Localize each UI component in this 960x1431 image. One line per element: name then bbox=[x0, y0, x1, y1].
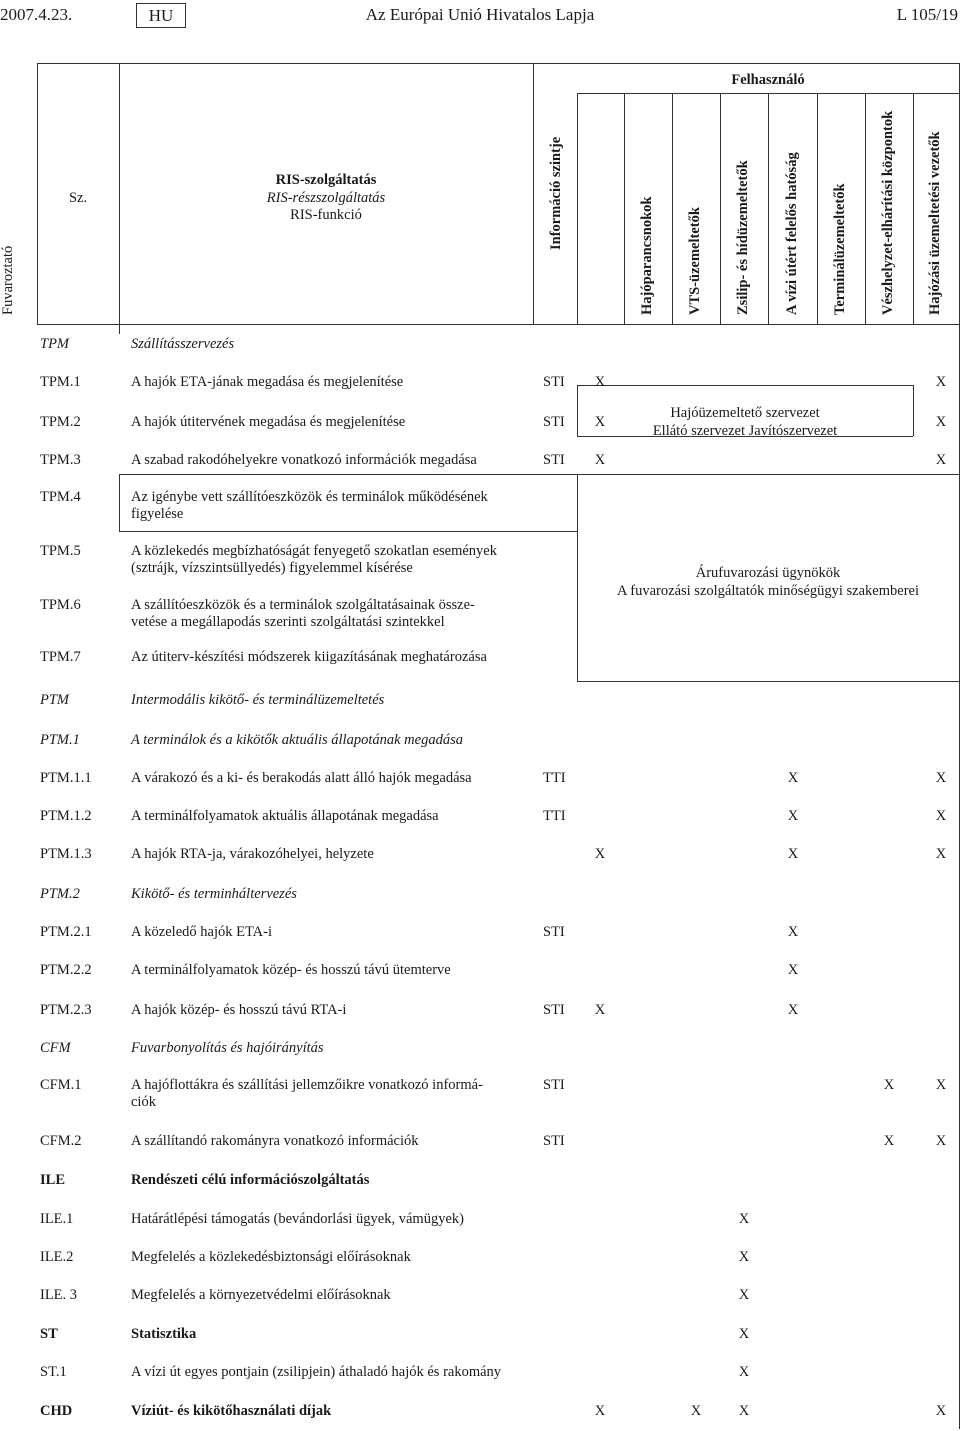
row-mark: X bbox=[935, 846, 947, 862]
span-b-line1: Árufuvarozási ügynökök bbox=[695, 565, 841, 581]
row-text: A terminálok és a kikötők aktuális állapotának megadása bbox=[131, 732, 463, 748]
row-code: TPM.2 bbox=[40, 414, 81, 430]
user-column-header: Terminálüzemeltetők bbox=[832, 183, 848, 315]
row-text: Víziút- és kikötőhasználati díjak bbox=[131, 1403, 332, 1419]
row-code: PTM.2 bbox=[40, 886, 80, 902]
info-level-header: Információ szintje bbox=[548, 136, 564, 250]
row-text: A hajók RTA-ja, várakozóhelyei, helyzete bbox=[131, 846, 374, 862]
row-info-level: STI bbox=[543, 1077, 565, 1093]
user-column-header: A vízi útért felelős hatóság bbox=[783, 152, 800, 315]
row-code: ILE. 3 bbox=[40, 1287, 78, 1303]
row-mark: X bbox=[787, 770, 799, 786]
row-code: ST.1 bbox=[40, 1364, 67, 1380]
row-text: A terminálfolyamatok aktuális állapotának megadása bbox=[131, 808, 439, 824]
row-code: PTM.2.2 bbox=[40, 962, 92, 978]
span-a-line1: Hajóüzemeltető szervezet bbox=[670, 405, 820, 421]
row-code: TPM.1 bbox=[40, 374, 81, 390]
row-mark: X bbox=[935, 1133, 947, 1149]
row-info-level: STI bbox=[543, 374, 565, 390]
users-label: Felhasználó bbox=[731, 72, 805, 88]
row-code: TPM.5 bbox=[40, 543, 81, 559]
row-mark: X bbox=[935, 1077, 947, 1093]
row-info-level: STI bbox=[543, 1133, 565, 1149]
row-text: A hajók útitervének megadása és megjelenítése bbox=[131, 414, 406, 430]
page-header bbox=[0, 0, 960, 30]
service-title: RIS-szolgáltatás bbox=[275, 172, 377, 188]
row-mark: X bbox=[883, 1077, 895, 1093]
row-mark: X bbox=[935, 452, 947, 468]
row-mark: X bbox=[594, 452, 606, 468]
row-text: A vízi út egyes pontjain (zsilipjein) áthaladó hajók és rakomány bbox=[131, 1364, 502, 1380]
row-mark: X bbox=[738, 1211, 750, 1227]
row-mark: X bbox=[883, 1133, 895, 1149]
row-mark: X bbox=[935, 374, 947, 390]
row-mark: X bbox=[594, 1002, 606, 1018]
language-badge: HU bbox=[136, 3, 186, 28]
row-text: Szállításszervezés bbox=[131, 336, 235, 352]
row-code: ILE bbox=[40, 1172, 65, 1188]
row-text-cont: ciók bbox=[131, 1094, 156, 1110]
row-mark: X bbox=[787, 924, 799, 940]
user-column-header: Hajózási üzemeltetési vezetők bbox=[927, 131, 943, 315]
row-text: Határátlépési támogatás (bevándorlási ügyek, vámügyek) bbox=[131, 1211, 464, 1227]
journal-title: Az Európai Unió Hivatalos Lapja bbox=[365, 5, 595, 24]
row-mark: X bbox=[787, 962, 799, 978]
row-mark: X bbox=[738, 1364, 750, 1380]
row-text: Fuvarbonyolítás és hajóirányítás bbox=[131, 1040, 324, 1056]
user-column-header: Fuvaroztató bbox=[0, 245, 16, 315]
service-function: RIS-funkció bbox=[290, 207, 362, 223]
row-code: PTM.1 bbox=[40, 732, 80, 748]
row-info-level: TTI bbox=[543, 770, 566, 786]
row-code: CHD bbox=[40, 1403, 73, 1419]
row-text: Statisztika bbox=[131, 1326, 197, 1342]
row-code: ILE.2 bbox=[40, 1249, 74, 1265]
row-code: CFM.2 bbox=[40, 1133, 82, 1149]
row-mark: X bbox=[594, 414, 606, 430]
row-code: TPM bbox=[40, 336, 69, 352]
row-info-level: STI bbox=[543, 452, 565, 468]
span-a-line2: Ellátó szervezet Javítószervezet bbox=[652, 423, 838, 439]
row-mark: X bbox=[935, 808, 947, 824]
row-code: PTM.1.3 bbox=[40, 846, 92, 862]
row-mark: X bbox=[787, 1002, 799, 1018]
row-text: A szállítóeszközök és a terminálok szolgáltatásainak össze- bbox=[131, 597, 475, 613]
row-code: ILE.1 bbox=[40, 1211, 74, 1227]
row-text: Megfelelés a környezetvédelmi előírásoknak bbox=[131, 1287, 391, 1303]
row-mark: X bbox=[594, 374, 606, 390]
row-code: TPM.6 bbox=[40, 597, 81, 613]
row-mark: X bbox=[738, 1326, 750, 1342]
row-text: A hajók közép- és hosszú távú RTA-i bbox=[131, 1002, 347, 1018]
user-column-header: Zsilip- és hídüzemeltetők bbox=[735, 160, 751, 315]
row-text: A hajóflottákra és szállítási jellemzőikre vonatkozó informá- bbox=[131, 1077, 483, 1093]
row-mark: X bbox=[935, 414, 947, 430]
row-text: A szabad rakodóhelyekre vonatkozó információk megadása bbox=[131, 452, 477, 468]
row-text: Az útiterv-készítési módszerek kiigazításának meghatározása bbox=[131, 649, 487, 665]
row-text: Rendészeti célú információszolgáltatás bbox=[131, 1172, 370, 1188]
row-mark: X bbox=[935, 1403, 947, 1419]
row-text: A várakozó és a ki- és berakodás alatt álló hajók megadása bbox=[131, 770, 472, 786]
row-mark: X bbox=[690, 1403, 702, 1419]
row-code: TPM.7 bbox=[40, 649, 81, 665]
row-text-cont: (sztrájk, vízszintsüllyedés) figyelemmel kísérése bbox=[131, 560, 413, 576]
row-code: CFM.1 bbox=[40, 1077, 82, 1093]
row-text: A hajók ETA-jának megadása és megjelenítése bbox=[131, 374, 404, 390]
row-mark: X bbox=[787, 846, 799, 862]
span-b-line2: A fuvarozási szolgáltatók minőségügyi szakemberei bbox=[617, 583, 919, 599]
row-mark: X bbox=[738, 1249, 750, 1265]
row-mark: X bbox=[594, 846, 606, 862]
user-column-header: Hajóparancsnokok bbox=[639, 196, 655, 315]
row-code: PTM bbox=[40, 692, 69, 708]
row-text: A terminálfolyamatok közép- és hosszú távú ütemterve bbox=[131, 962, 451, 978]
row-text: Megfelelés a közlekedésbiztonsági előírásoknak bbox=[131, 1249, 411, 1265]
row-text-cont: figyelése bbox=[131, 506, 184, 522]
row-code: PTM.2.3 bbox=[40, 1002, 92, 1018]
row-mark: X bbox=[738, 1403, 750, 1419]
row-mark: X bbox=[738, 1287, 750, 1303]
row-code: PTM.2.1 bbox=[40, 924, 92, 940]
row-text: A közeledő hajók ETA-i bbox=[131, 924, 272, 940]
row-info-level: STI bbox=[543, 414, 565, 430]
row-code: PTM.1.1 bbox=[40, 770, 92, 786]
row-text: A közlekedés megbízhatóságát fenyegető szokatlan események bbox=[131, 543, 497, 559]
column-number-label: Sz. bbox=[68, 190, 88, 206]
row-text: Az igénybe vett szállítóeszközök és terminálok működésének bbox=[131, 489, 488, 505]
row-code: ST bbox=[40, 1326, 58, 1342]
row-text: A szállítandó rakományra vonatkozó információk bbox=[131, 1133, 419, 1149]
row-code: PTM.1.2 bbox=[40, 808, 92, 824]
row-text-cont: vetése a megállapodás szerinti szolgáltatási szintekkel bbox=[131, 614, 445, 630]
row-code: TPM.3 bbox=[40, 452, 81, 468]
row-text: Kikötő- és terminháltervezés bbox=[131, 886, 297, 902]
page-number: L 105/19 bbox=[896, 5, 958, 24]
row-code: TPM.4 bbox=[40, 489, 81, 505]
user-column-header: VTS-üzemeltetők bbox=[687, 207, 703, 315]
row-code: CFM bbox=[40, 1040, 71, 1056]
user-column-header: Vészhelyzet-elhárítási központok bbox=[880, 110, 896, 315]
row-mark: X bbox=[787, 808, 799, 824]
row-info-level: STI bbox=[543, 1002, 565, 1018]
publication-date: 2007.4.23. bbox=[0, 5, 73, 24]
row-info-level: STI bbox=[543, 924, 565, 940]
row-mark: X bbox=[594, 1403, 606, 1419]
row-text: Intermodális kikötő- és terminálüzemeltetés bbox=[131, 692, 385, 708]
service-subtitle: RIS-részszolgáltatás bbox=[266, 190, 386, 206]
row-mark: X bbox=[935, 770, 947, 786]
row-info-level: TTI bbox=[543, 808, 566, 824]
